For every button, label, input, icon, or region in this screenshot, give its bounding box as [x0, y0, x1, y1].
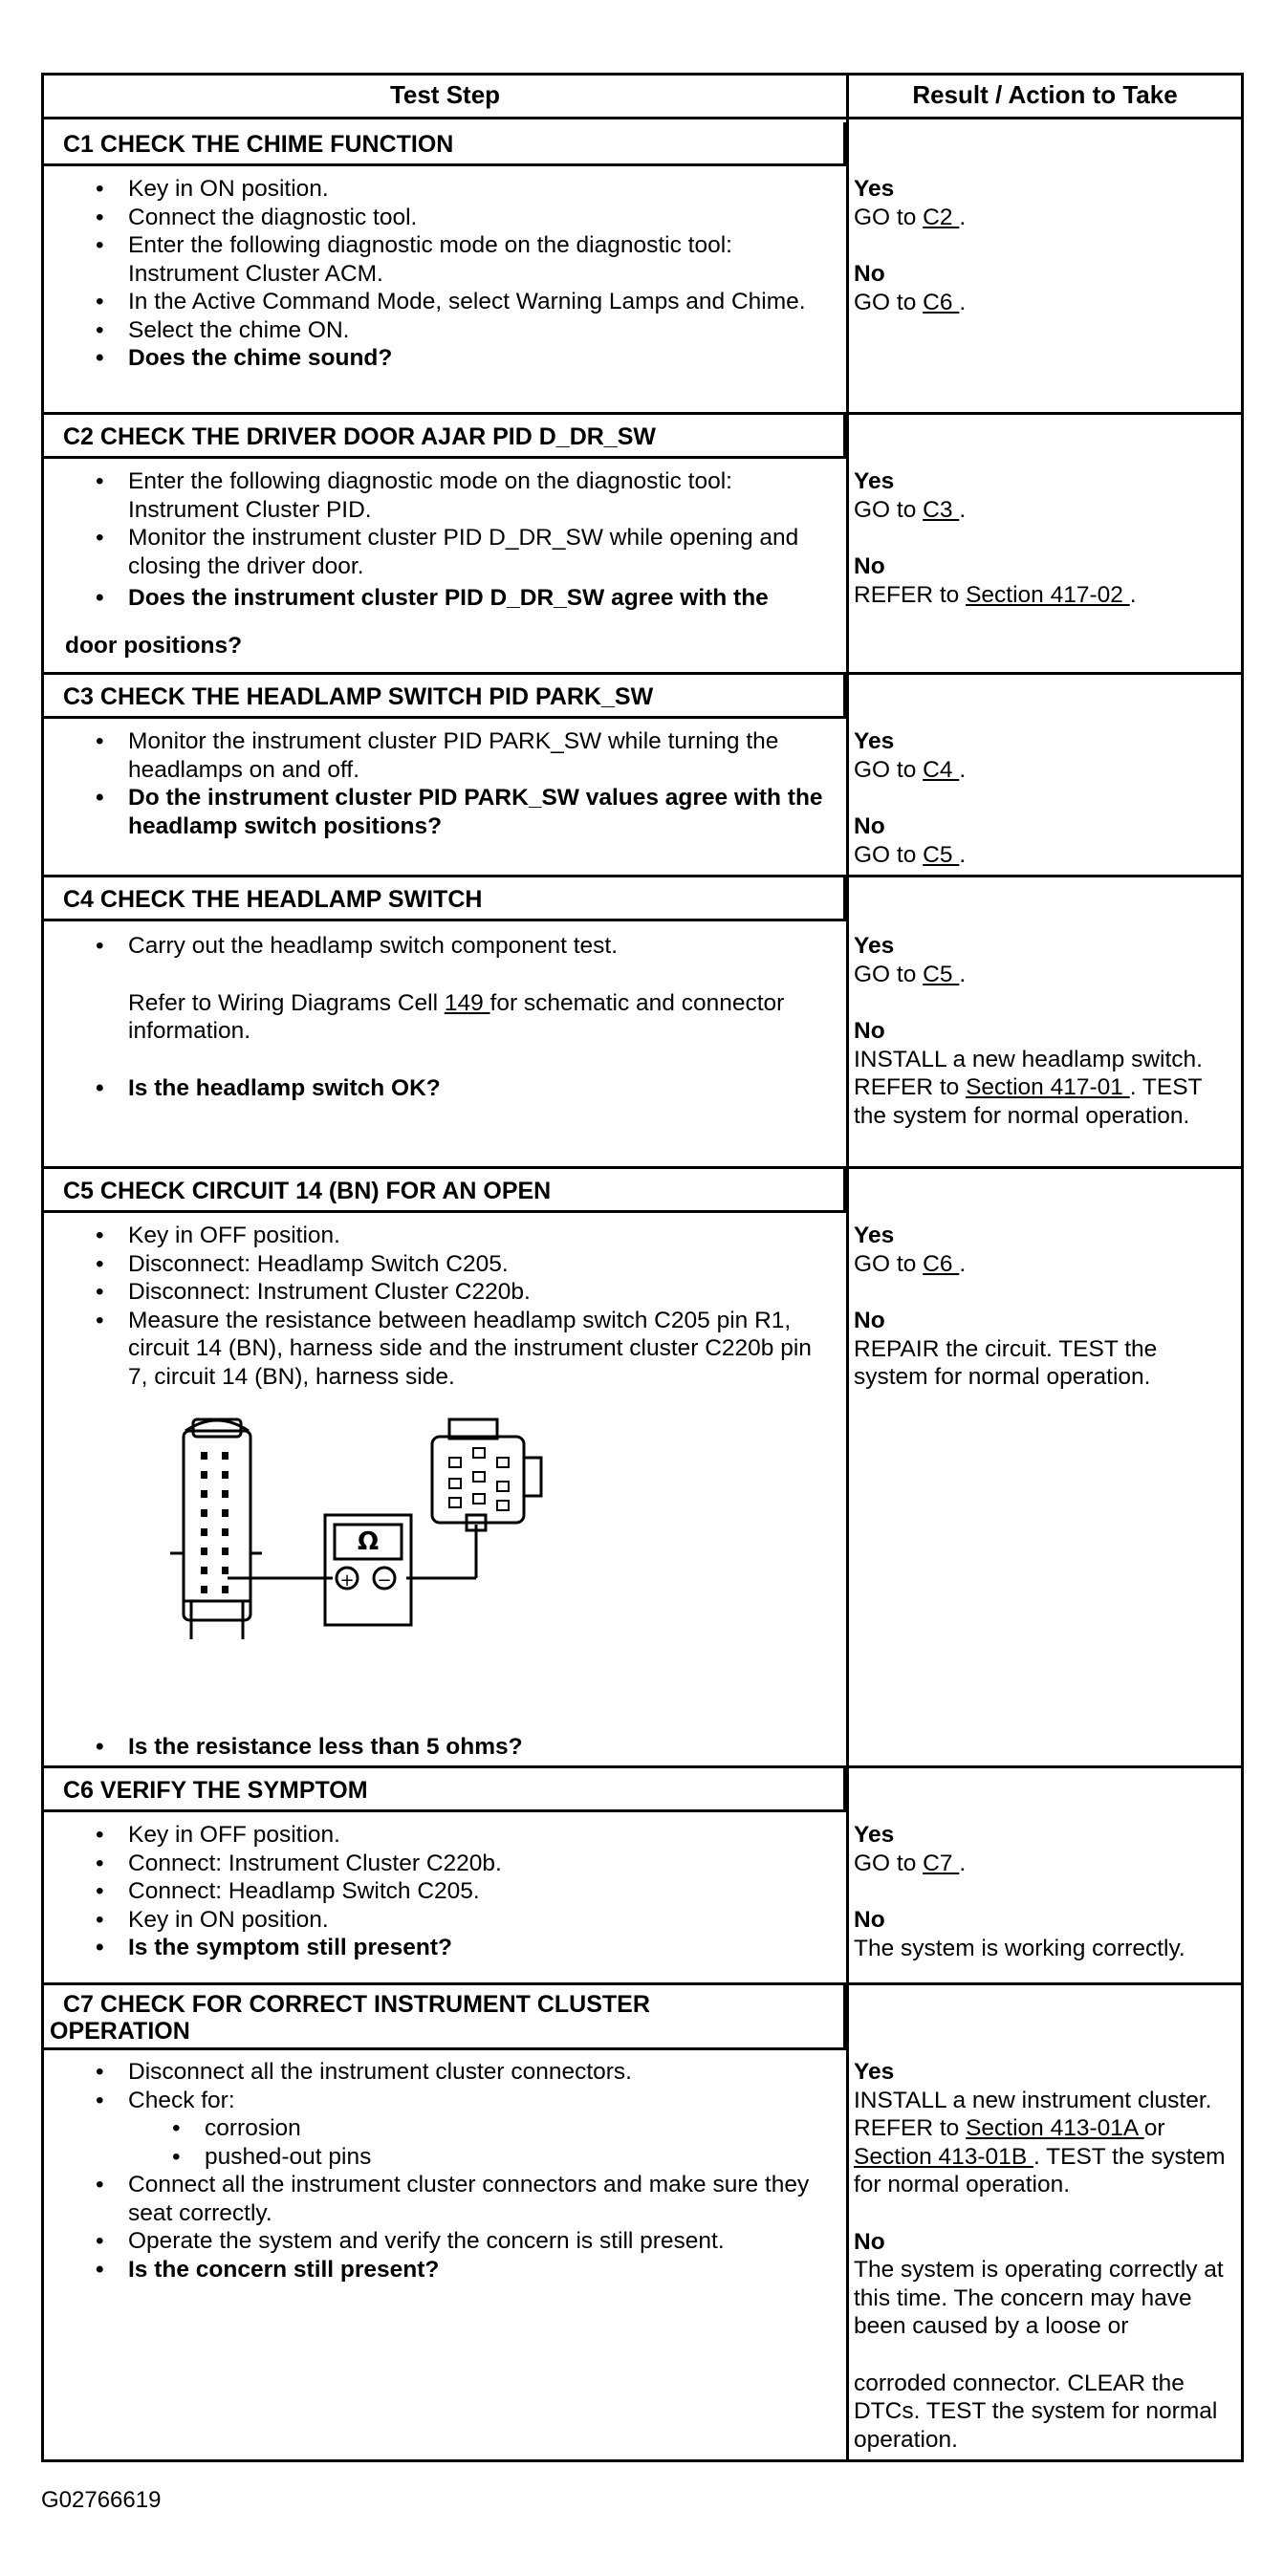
step-result: Yes GO to C3 . No REFER to Section 417-02 .	[854, 467, 1236, 609]
step-question-block	[96, 1733, 832, 1762]
no-action: GO to	[854, 289, 924, 315]
step-title: C5 CHECK CIRCUIT 14 (BN) FOR AN OPEN	[63, 1178, 552, 1204]
column-divider	[846, 73, 849, 2462]
no-action: INSTALL a new headlamp switch. REFER to	[854, 1046, 1203, 1100]
step-question: • Does the instrument cluster PID D_DR_SW agree with the	[96, 584, 832, 613]
step-question: • Is the concern still present?	[96, 2256, 832, 2284]
no-label: No	[854, 553, 885, 579]
step-title-line: OPERATION	[50, 2018, 190, 2045]
step-title: C3 CHECK THE HEADLAMP SWITCH PID PARK_SW	[63, 683, 654, 710]
yes-label: Yes	[854, 933, 895, 959]
yes-label: Yes	[854, 728, 895, 754]
list-item: • Disconnect: Instrument Cluster C220b.	[96, 1278, 832, 1307]
minus-terminal: −	[377, 1570, 392, 1591]
step-instructions	[96, 2058, 832, 2284]
list-item: • Measure the resistance between headlamp switch C205 pin R1, circuit 14 (BN), harness side and the instrument cluster C220b pin 7, circuit 14 (BN), harness side.	[96, 1307, 832, 1392]
no-label: No	[854, 2228, 885, 2255]
yes-label: Yes	[854, 176, 895, 202]
step-title: C1 CHECK THE CHIME FUNCTION	[63, 131, 454, 158]
no-action: The system is operating correctly at this time. The concern may have been caused by a loose or	[854, 2257, 1224, 2339]
step-instructions	[96, 1222, 832, 1391]
goto-link[interactable]: C6	[923, 1250, 960, 1277]
list-item: • Enter the following diagnostic mode on the diagnostic tool: Instrument Cluster ACM.	[96, 231, 832, 288]
no-label: No	[854, 1018, 885, 1044]
step-result: Yes GO to C4 . No GO to C5 .	[854, 727, 1236, 869]
step-title: C6 VERIFY THE SYMPTOM	[63, 1777, 368, 1804]
reference-text: for schematic and connector information.	[128, 989, 785, 1044]
no-action-continued: corroded connector. CLEAR the DTCs. TEST the system for normal operation.	[854, 2370, 1218, 2453]
section-link[interactable]: Section 417-01	[966, 1074, 1130, 1100]
no-label: No	[854, 1308, 885, 1333]
step-question-continued: door positions?	[65, 633, 243, 659]
step-result: Yes GO to C2 . No GO to C6 .	[854, 175, 1236, 316]
headlamp-switch-connector	[432, 1437, 524, 1523]
step-result: Yes GO to C6 . No REPAIR the circuit. TEST the system for normal operation.	[854, 1222, 1236, 1392]
list-item: • Connect: Instrument Cluster C220b.	[96, 1850, 832, 1878]
step-instructions	[96, 727, 832, 840]
sub-list-item: • pushed-out pins	[96, 2143, 832, 2172]
yes-action: GO to	[854, 961, 924, 987]
list-item: • Key in ON position.	[96, 1906, 832, 1935]
step-instructions	[96, 175, 832, 373]
step-question: • Is the headlamp switch OK?	[96, 1074, 832, 1103]
yes-label: Yes	[854, 1822, 895, 1848]
no-action: REFER to	[854, 581, 967, 608]
list-item: • Key in OFF position.	[96, 1821, 832, 1850]
yes-label: Yes	[854, 1223, 895, 1248]
figure-id: G02766619	[41, 2487, 162, 2513]
list-item: • Connect: Headlamp Switch C205.	[96, 1877, 832, 1906]
list-item: • Disconnect all the instrument cluster connectors.	[96, 2058, 832, 2087]
section-link[interactable]: Section 413-01B	[854, 2143, 1033, 2170]
header-result-action: Result / Action to Take	[849, 73, 1241, 119]
goto-link[interactable]: C4	[923, 756, 960, 783]
list-item: • Check for:	[96, 2087, 832, 2115]
list-item: • Enter the following diagnostic mode on the diagnostic tool: Instrument Cluster PID.	[96, 467, 832, 524]
no-label: No	[854, 261, 885, 287]
step-question: • Does the chime sound?	[96, 344, 832, 373]
list-item: • Connect the diagnostic tool.	[96, 204, 832, 232]
goto-link[interactable]: C5	[923, 961, 960, 987]
list-item: • Select the chime ON.	[96, 316, 832, 345]
goto-link[interactable]: C6	[923, 289, 960, 315]
yes-action: GO to	[854, 1850, 924, 1876]
list-item: • Key in OFF position.	[96, 1222, 832, 1250]
goto-link[interactable]: C7	[923, 1850, 960, 1876]
section-link[interactable]: Section 413-01A	[966, 2115, 1144, 2141]
yes-label: Yes	[854, 468, 895, 494]
yes-action: GO to	[854, 756, 924, 783]
section-link[interactable]: Section 417-02	[966, 581, 1130, 608]
step-question: • Is the symptom still present?	[96, 1934, 832, 1962]
step-question: • Do the instrument cluster PID PARK_SW values agree with the headlamp switch positions?	[96, 784, 832, 840]
step-instructions	[96, 1821, 832, 1962]
step-title: C2 CHECK THE DRIVER DOOR AJAR PID D_DR_SW	[63, 423, 656, 450]
yes-action: . TEST the system for normal operation.	[854, 2143, 1226, 2197]
list-item: • Operate the system and verify the concern is still present.	[96, 2227, 832, 2256]
plus-terminal: +	[339, 1570, 355, 1591]
ohm-symbol: Ω	[357, 1527, 380, 1556]
step-result: Yes GO to C7 . No The system is working correctly.	[854, 1821, 1236, 1962]
cluster-connector-outline	[184, 1431, 250, 1620]
no-label: No	[854, 1907, 885, 1933]
list-item: • In the Active Command Mode, select Warning Lamps and Chime.	[96, 288, 832, 316]
no-action: . TEST the system for normal operation.	[854, 1074, 1203, 1129]
no-action: The system is working correctly.	[854, 1935, 1185, 1961]
no-action: REPAIR the circuit. TEST the system for normal operation.	[854, 1335, 1158, 1390]
no-action: GO to	[854, 841, 924, 868]
list-item: • Key in ON position.	[96, 175, 832, 204]
list-item: • Monitor the instrument cluster PID PARK_SW while turning the headlamps on and off.	[96, 727, 832, 784]
header-test-step: Test Step	[44, 73, 846, 119]
list-item: • Disconnect: Headlamp Switch C205.	[96, 1250, 832, 1279]
sub-list-item: • corrosion	[96, 2114, 832, 2143]
no-label: No	[854, 813, 885, 839]
step-instructions	[96, 932, 832, 1102]
step-result: Yes GO to C5 . No INSTALL a new headlamp switch. REFER to Section 417-01 . TEST the system for normal operation.	[854, 932, 1236, 1130]
yes-action: INSTALL a new instrument cluster. REFER to	[854, 2087, 1212, 2141]
yes-label: Yes	[854, 2059, 895, 2085]
list-item: • Monitor the instrument cluster PID D_DR_SW while opening and closing the driver door.	[96, 524, 832, 580]
yes-action: GO to	[854, 1250, 924, 1277]
step-result	[854, 2058, 1236, 2454]
step-title-line: C7 CHECK FOR CORRECT INSTRUMENT CLUSTER	[63, 1991, 650, 2018]
resistance-measurement-diagram	[163, 1410, 602, 1658]
yes-action: or	[1143, 2115, 1165, 2141]
step-title: C4 CHECK THE HEADLAMP SWITCH	[63, 886, 483, 913]
list-item: • Carry out the headlamp switch component test.	[96, 932, 832, 961]
yes-action: GO to	[854, 204, 924, 230]
wiring-reference	[96, 989, 832, 1046]
yes-action: GO to	[854, 496, 924, 523]
goto-link[interactable]: C2	[923, 204, 960, 230]
step-instructions	[65, 467, 832, 659]
goto-link[interactable]: C3	[923, 496, 960, 523]
step-title	[44, 1991, 846, 2045]
reference-text: Refer to Wiring Diagrams Cell	[128, 989, 445, 1016]
cell-link[interactable]: 149	[444, 989, 490, 1016]
step-question: • Is the resistance less than 5 ohms?	[96, 1733, 832, 1762]
goto-link[interactable]: C5	[923, 841, 960, 868]
list-item: • Connect all the instrument cluster connectors and make sure they seat correctly.	[96, 2171, 832, 2227]
